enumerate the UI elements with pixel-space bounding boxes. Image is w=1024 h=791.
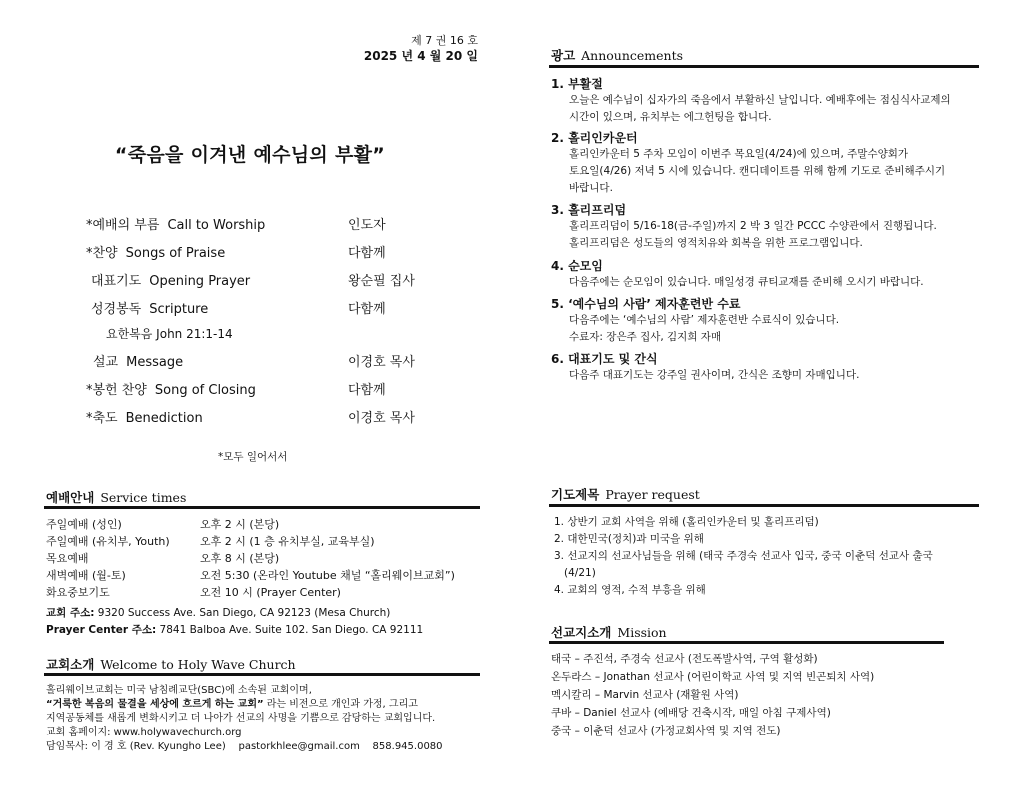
church-address <box>46 605 390 620</box>
service-time: 오전 5:30 (온라인 Youtube 채널 “홀리웨이브교회”) <box>200 569 455 582</box>
announcement-item <box>551 296 991 346</box>
address-text: 7841 Balboa Ave. Suite 102. San Diego. CA 92111 <box>159 624 424 636</box>
announcement-line: 수료자: 장은주 집사, 김지희 자매 <box>569 331 722 343</box>
announcement-item <box>551 351 991 384</box>
pastor-contact: 담임목사: 이 경 호 (Rev. Kyungho Lee) pastorkhlee@gmail.com 858.945.0080 <box>46 741 443 752</box>
announcement-line: 다음주에는 ‘예수님의 사람’ 제자훈련반 수료식이 있습니다. <box>569 314 840 326</box>
section-rule <box>44 673 480 676</box>
announcements-heading <box>551 46 683 64</box>
prayer-item: 3. 선교지의 선교사님들을 위해 (태국 주경숙 선교사 입국, 중국 이춘덕 선교사 출국 <box>554 550 933 562</box>
announcement-item <box>551 130 991 197</box>
order-ko: 대표기도 <box>91 274 142 289</box>
announcement-line: 토요일(4/26) 저녁 5 시에 있습니다. 캔디데이트를 위해 함께 기도로 준비해주시기 <box>569 165 946 177</box>
issue-number: 제 7 권 16 호 <box>411 34 478 47</box>
order-ko: *찬양 <box>86 246 118 261</box>
heading-en: Mission <box>617 625 667 640</box>
service-times-heading <box>46 488 186 506</box>
bulletin-date <box>320 49 478 64</box>
order-ko: *봉헌 찬양 <box>86 383 147 398</box>
order-ko: 설교 <box>93 355 119 370</box>
prayer-item: (4/21) <box>554 567 596 579</box>
prayer-center-address <box>46 622 423 637</box>
service-time: 오전 10 시 (Prayer Center) <box>200 586 341 599</box>
mission-item: 태국 – 주진석, 주경숙 선교사 (전도폭발사역, 구역 활성화) <box>551 653 818 665</box>
mission-item: 쿠바 – Daniel 선교사 (예배당 건축시작, 매일 아침 구제사역) <box>551 707 831 719</box>
prayer-item: 1. 상반기 교회 사역을 위해 (홀리인카운터 및 홀리프리덤) <box>554 516 819 528</box>
heading-ko: 기도제목 <box>551 487 600 502</box>
service-time: 오후 8 시 (본당) <box>200 552 280 565</box>
order-en: Message <box>126 355 184 370</box>
heading-en: Welcome to Holy Wave Church <box>100 657 296 672</box>
service-name: 주일예배 (성인) <box>46 518 122 531</box>
service-name: 화요중보기도 <box>46 586 110 599</box>
announcement-title: 4. 순모임 <box>551 259 603 273</box>
announcement-line: 다음주 대표기도는 강주일 권사이며, 간식은 조향미 자매입니다. <box>569 369 860 381</box>
service-row <box>46 584 486 600</box>
announcement-title: 5. ‘예수님의 사람’ 제자훈련반 수료 <box>551 297 741 311</box>
mission-item: 멕시칼리 – Marvin 선교사 (재활원 사역) <box>551 689 739 701</box>
order-leader: 인도자 <box>348 218 386 233</box>
welcome-line: 지역공동체를 새롭게 변화시키고 더 나아가 선교의 사명을 기쁨으로 감당하는 교회입니다. <box>46 713 436 724</box>
sermon-title: “죽음을 이겨낸 예수님의 부활” <box>114 144 386 166</box>
service-row <box>46 533 486 549</box>
heading-ko: 광고 <box>551 48 576 63</box>
announcement-item <box>551 258 991 291</box>
order-leader: 다함께 <box>348 246 386 261</box>
order-leader: 다함께 <box>348 383 386 398</box>
order-leader: 이경호 목사 <box>348 355 415 370</box>
announcement-line: 홀리프리덤이 5/16-18(금-주일)까지 2 박 3 일간 PCCC 수양관에서 진행됩니다. <box>569 220 937 232</box>
announcement-title: 2. 홀리인카운터 <box>551 131 638 145</box>
service-row <box>46 567 486 583</box>
order-item-call-to-worship <box>86 214 486 234</box>
announcement-item <box>551 76 991 126</box>
vision-statement: “거룩한 복음의 물결을 세상에 흐르게 하는 교회” <box>46 699 264 710</box>
heading-ko: 예배안내 <box>46 490 95 505</box>
order-item-song-of-closing <box>86 379 486 399</box>
order-en: Benediction <box>125 411 203 426</box>
section-rule <box>44 506 480 509</box>
service-row <box>46 516 486 532</box>
order-en: Scripture <box>149 302 209 317</box>
order-leader: 왕순필 집사 <box>348 274 415 289</box>
order-item-opening-prayer <box>91 270 491 290</box>
welcome-text <box>46 684 476 754</box>
announcement-line: 시간이 있으며, 유치부는 에그헌팅을 합니다. <box>569 111 772 123</box>
announcement-title: 6. 대표기도 및 간식 <box>551 352 658 366</box>
order-item-message <box>93 351 493 371</box>
announcement-title: 1. 부활절 <box>551 77 603 91</box>
order-en: Opening Prayer <box>149 274 251 289</box>
service-name: 새벽예배 (월-토) <box>46 569 126 582</box>
prayer-list <box>554 514 984 599</box>
service-time: 오후 2 시 (본당) <box>200 518 280 531</box>
mission-item: 중국 – 이춘덕 선교사 (가정교회사역 및 지역 전도) <box>551 725 781 737</box>
welcome-line-rest: 라는 비전으로 개인과 가정, 그리고 <box>263 699 418 710</box>
address-label: Prayer Center 주소: <box>46 624 157 636</box>
heading-ko: 교회소개 <box>46 657 95 672</box>
order-item-scripture <box>91 298 491 318</box>
heading-ko: 선교지소개 <box>551 625 612 640</box>
prayer-heading <box>551 485 700 503</box>
date-text: 2025 년 4 월 20 일 <box>363 49 478 63</box>
announcement-line: 오늘은 예수님이 십자가의 죽음에서 부활하신 날입니다. 예배후에는 점심식사교제의 <box>569 94 951 106</box>
welcome-line <box>46 698 476 712</box>
order-ko: *예배의 부름 <box>86 218 160 233</box>
section-rule <box>549 65 979 68</box>
service-row <box>46 550 486 566</box>
announcement-item <box>551 202 991 252</box>
order-leader: 이경호 목사 <box>348 411 415 426</box>
heading-en: Prayer request <box>605 487 700 502</box>
order-item-songs-of-praise <box>86 242 486 262</box>
address-text: 9320 Success Ave. San Diego, CA 92123 (Mesa Church) <box>97 607 391 619</box>
welcome-line: 교회 홈페이지: www.holywavechurch.org <box>46 727 242 738</box>
order-en: Songs of Praise <box>125 246 226 261</box>
announcement-line: 바랍니다. <box>569 182 613 194</box>
section-rule <box>549 641 944 644</box>
mission-heading <box>551 623 667 641</box>
service-time: 오후 2 시 (1 층 유치부실, 교육부실) <box>200 535 375 548</box>
announcement-line: 홀리프리덤은 성도들의 영적치유와 회복을 위한 프로그램입니다. <box>569 237 863 249</box>
address-label: 교회 주소: <box>46 607 95 619</box>
announcement-line: 다음주에는 순모임이 있습니다. 매일성경 큐티교재를 준비해 오시기 바랍니다. <box>569 276 924 288</box>
heading-en: Announcements <box>581 48 684 63</box>
heading-en: Service times <box>100 490 187 505</box>
order-ko: 성경봉독 <box>91 302 142 317</box>
welcome-heading <box>46 655 296 673</box>
standing-note: *모두 일어서서 <box>218 451 288 463</box>
scripture-reference: 요한복음 John 21:1-14 <box>106 327 233 341</box>
mission-item: 온두라스 – Jonathan 선교사 (어린이학교 사역 및 지역 빈곤퇴치 사역) <box>551 671 875 683</box>
mission-list <box>551 650 981 740</box>
service-name: 목요예배 <box>46 552 89 565</box>
prayer-item: 2. 대한민국(정치)과 미국을 위해 <box>554 533 704 545</box>
service-name: 주일예배 (유치부, Youth) <box>46 535 170 548</box>
prayer-item: 4. 교회의 영적, 수적 부흥을 위해 <box>554 584 706 596</box>
order-item-benediction <box>86 407 486 427</box>
order-ko: *축도 <box>86 411 118 426</box>
announcement-line: 홀리인카운터 5 주차 모임이 이번주 목요일(4/24)에 있으며, 주말수양회가 <box>569 148 909 160</box>
announcement-title: 3. 홀리프리덤 <box>551 203 627 217</box>
order-leader: 다함께 <box>348 302 386 317</box>
section-rule <box>549 504 979 507</box>
welcome-line: 홀리웨이브교회는 미국 남침례교단(SBC)에 소속된 교회이며, <box>46 685 312 696</box>
order-en: Call to Worship <box>167 218 266 233</box>
order-en: Song of Closing <box>154 383 256 398</box>
